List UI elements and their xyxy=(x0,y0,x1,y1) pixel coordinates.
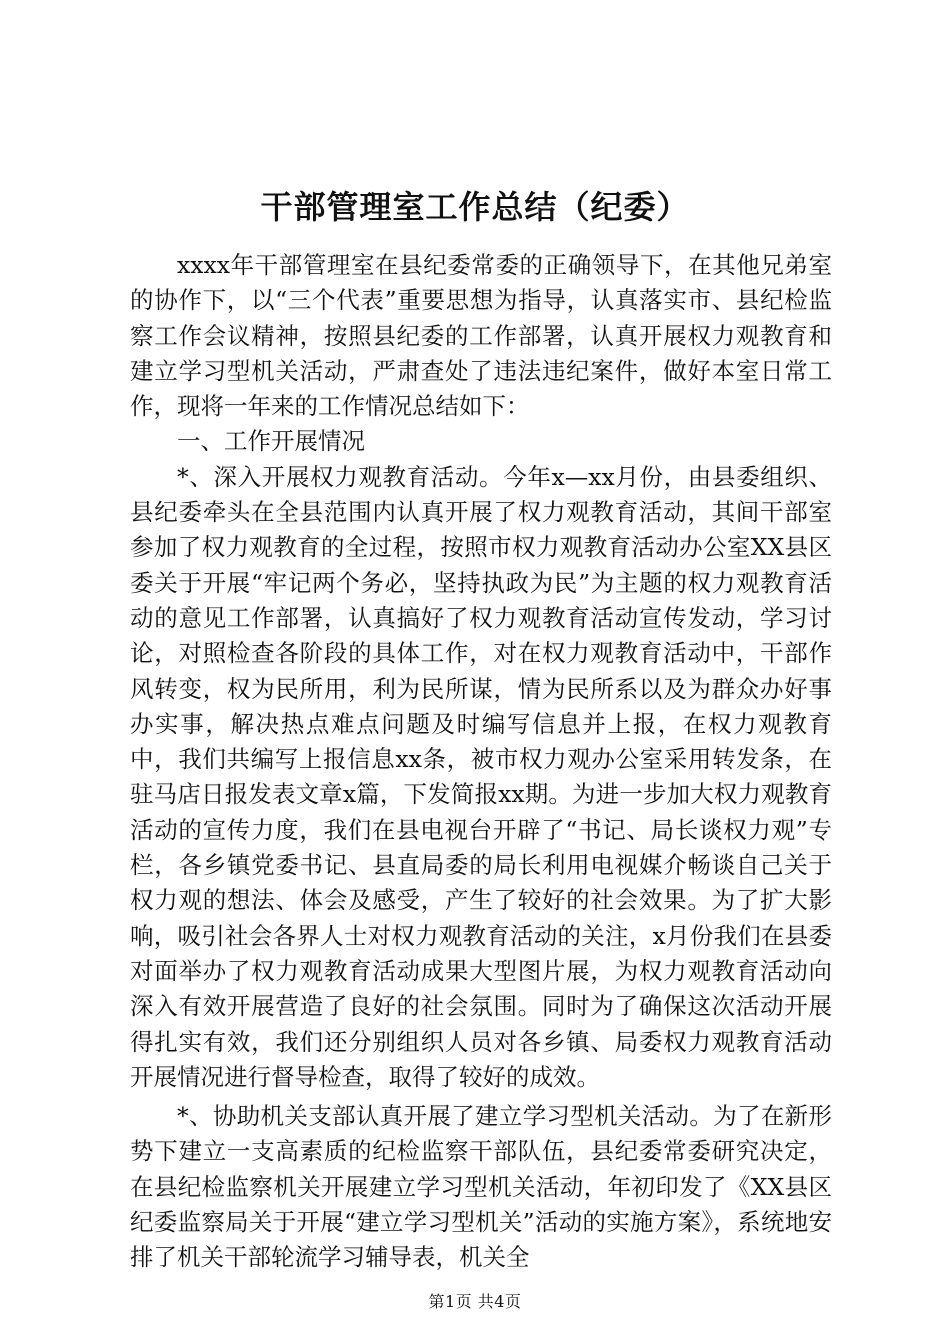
intro-paragraph: xxxx年干部管理室在县纪委常委的正确领导下，在其他兄弟室的协作下，以“三个代表”重要思想为指导，认真落实市、县纪检监察工作会议精神，按照县纪委的工作部署，认真开展权力观教育和建立学习型机关活动，严肃查处了违法违纪案件，做好本室日常工作，现将一年来的工作情况总结如下： xyxy=(130,251,832,421)
section-heading: 一、工作开展情况 xyxy=(177,427,365,456)
page-footer: 第1页 共4页 xyxy=(428,1292,522,1311)
document-title: 干部管理室工作总结（纪委） xyxy=(260,188,690,226)
body-paragraph-learning-organization: *、协助机关支部认真开展了建立学习型机关活动。为了在新形势下建立一支高素质的纪检监察干部队伍，县纪委常委研究决定，在县纪检监察机关开展建立学习型机关活动，年初印发了《XX县区纪委监察局关于开展“建立学习型机关”活动的实施方案》，系统地安排了机关干部轮流学习辅导表，机关全 xyxy=(130,1102,832,1272)
document-body xyxy=(130,248,832,1276)
body-paragraph-power-education: *、深入开展权力观教育活动。今年x—xx月份，由县委组织、县纪委牵头在全县范围内认真开展了权力观教育活动，其间干部室参加了权力观教育的全过程，按照市权力观教育活动办公室XX县区委关于开展“牢记两个务必，坚持执政为民”为主题的权力观教育活动的意见工作部署，认真搞好了权力观教育活动宣传发动，学习讨论，对照检查各阶段的具体工作，对在权力观教育活动中，干部作风转变，权为民所用，利为民所谋，情为民所系以及为群众办好事办实事，解决热点难点问题及时编写信息并上报，在权力观教育中，我们共编写上报信息xx条，被市权力观办公室采用转发条，在驻马店日报发表文章x篇，下发简报xx期。为进一步加大权力观教育活动的宣传力度，我们在县电视台开辟了“书记、局长谈权力观”专栏，各乡镇党委书记、县直局委的局长利用电视媒介畅谈自己关于权力观的想法、体会及感受，产生了较好的社会效果。为了扩大影响，吸引社会各界人士对权力观教育活动的关注，x月份我们在县委对面举办了权力观教育活动成果大型图片展，为权力观教育活动向深入有效开展营造了良好的社会氛围。同时为了确保这次活动开展得扎实有效，我们还分别组织人员对各乡镇、局委权力观教育活动开展情况进行督导检查，取得了较好的成效。 xyxy=(130,462,832,1091)
